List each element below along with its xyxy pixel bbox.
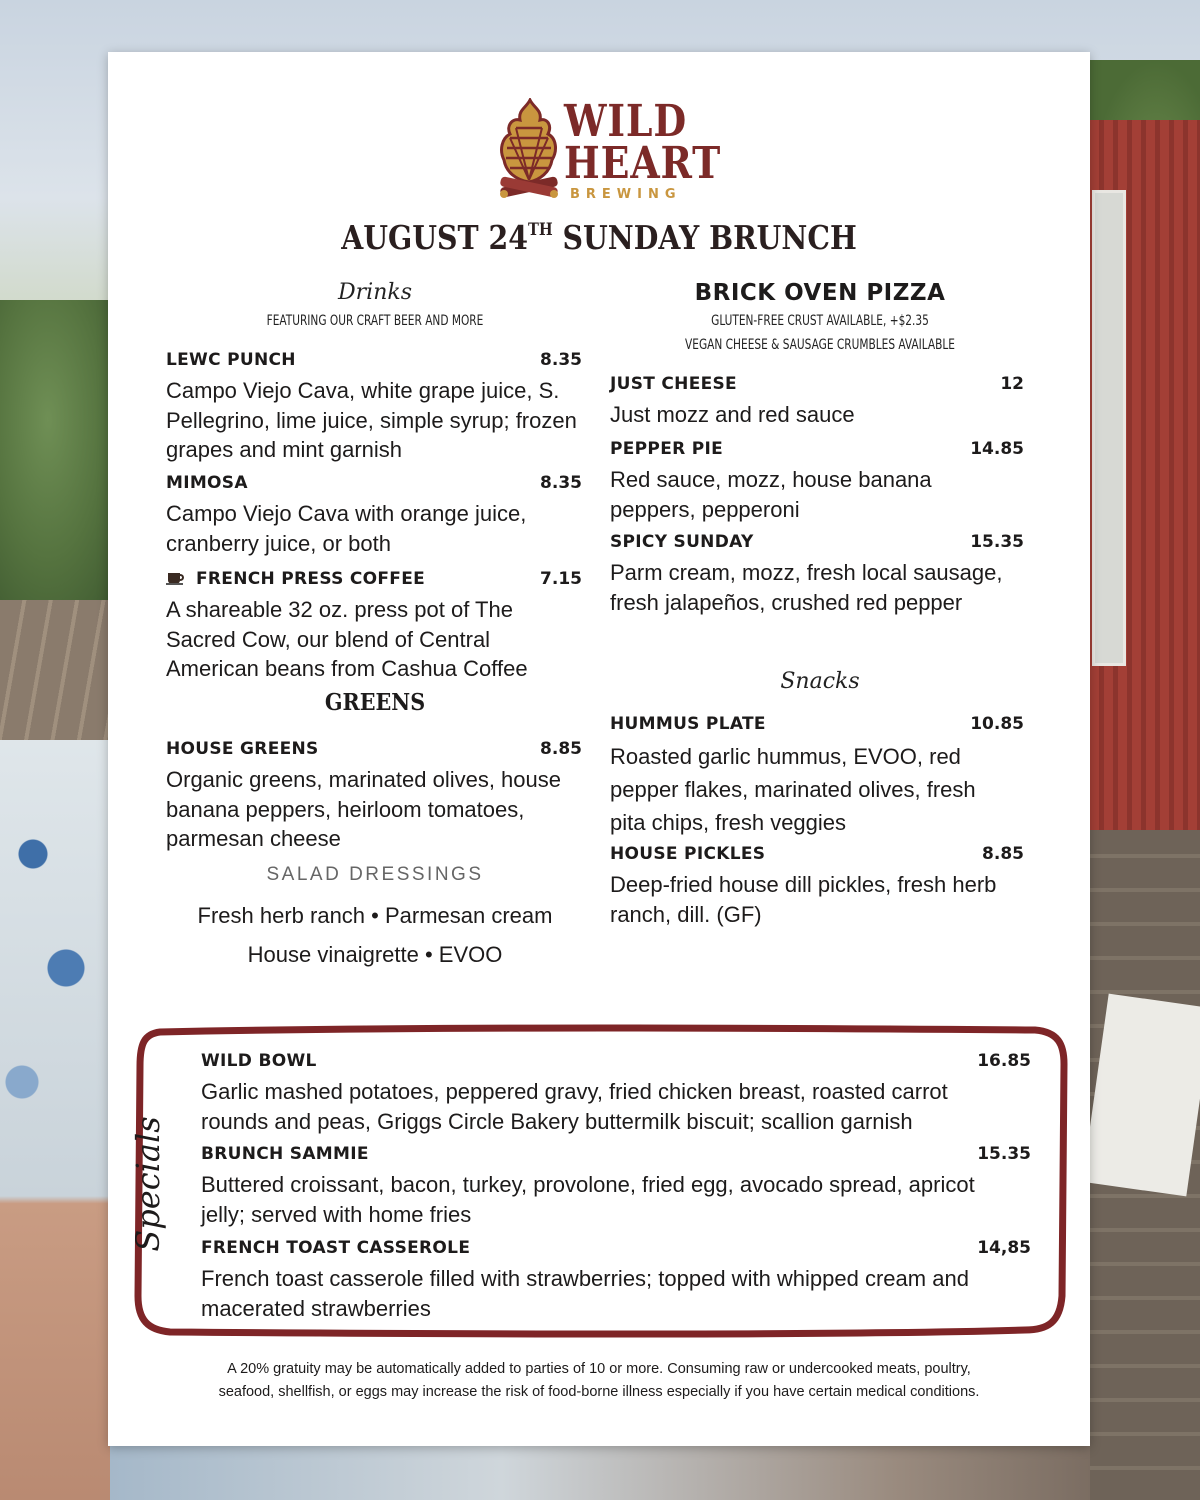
item-price: 8.35 <box>540 350 582 370</box>
item-price: 16.85 <box>977 1051 1031 1071</box>
menu-item <box>610 439 1024 524</box>
snacks-heading: Snacks <box>780 669 860 694</box>
item-description: Organic greens, marinated olives, house banana peppers, heirloom tomatoes, parmesan cheese <box>166 767 561 851</box>
item-description: Deep-fried house dill pickles, fresh herb ranch, dill. (GF) <box>610 872 997 927</box>
trees-left <box>0 300 120 600</box>
bottom-edge-photo <box>110 1445 1090 1500</box>
item-description: Red sauce, mozz, house banana peppers, pepperoni <box>610 467 932 522</box>
campfire-pinecone-icon <box>496 98 562 206</box>
menu-item <box>610 844 1024 929</box>
menu-card <box>108 52 1090 1446</box>
item-name: HUMMUS PLATE <box>610 714 766 734</box>
item-name: BRUNCH SAMMIE <box>201 1144 369 1164</box>
item-name: HOUSE GREENS <box>166 739 319 759</box>
drinks-heading: Drinks <box>338 280 412 305</box>
brand-wordmark-brewing: BREWING <box>570 187 682 202</box>
item-name-with-icon <box>166 569 425 589</box>
item-price: 15.35 <box>970 532 1024 552</box>
brand-logo <box>496 96 722 208</box>
greens-heading: GREENS <box>324 689 426 716</box>
item-description: Campo Viejo Cava, white grape juice, S. Pellegrino, lime juice, simple syrup; frozen grapes and mint garnish <box>166 378 577 462</box>
pizza-heading: BRICK OVEN PIZZA <box>694 280 946 306</box>
title-suffix: SUNDAY BRUNCH <box>552 218 857 257</box>
footer-line: seafood, shellfish, or eggs may increase the risk of food-borne illness especially if you have certain medical conditions. <box>218 1384 980 1400</box>
menu-item <box>166 473 582 558</box>
item-price: 7.15 <box>540 569 582 589</box>
menu-item <box>610 374 1024 430</box>
item-name: LEWC PUNCH <box>166 350 296 370</box>
item-name: SPICY SUNDAY <box>610 532 754 552</box>
salad-dressings-heading: SALAD DRESSINGS <box>266 864 484 885</box>
item-price: 14.85 <box>970 439 1024 459</box>
item-name: JUST CHEESE <box>610 374 737 394</box>
page-title <box>177 218 1022 257</box>
menu-item <box>166 350 582 465</box>
item-price: 8.35 <box>540 473 582 493</box>
footer-disclaimer <box>138 1358 1060 1404</box>
item-name: PEPPER PIE <box>610 439 724 459</box>
item-description: French toast casserole filled with strawberries; topped with whipped cream and macerated strawberries <box>201 1266 969 1321</box>
item-price: 15.35 <box>977 1144 1031 1164</box>
item-description: Parm cream, mozz, fresh local sausage, fresh jalapeños, crushed red pepper <box>610 560 1003 615</box>
item-name: FRENCH PRESS COFFEE <box>196 569 426 589</box>
item-description: Campo Viejo Cava with orange juice, cranberry juice, or both <box>166 501 527 556</box>
item-name: FRENCH TOAST CASSEROLE <box>201 1238 471 1258</box>
item-description: A shareable 32 oz. press pot of The Sacred Cow, our blend of Central American beans from Cashua Coffee <box>166 597 528 681</box>
brand-wordmark-wild: WILD <box>564 96 688 147</box>
salad-dressings-line: Fresh herb ranch • Parmesan cream <box>197 903 553 928</box>
item-name: HOUSE PICKLES <box>610 844 766 864</box>
coffee-cup-icon <box>166 571 186 585</box>
person-floral-shirt <box>0 740 110 1500</box>
salad-dressings-line: House vinaigrette • EVOO <box>247 942 503 967</box>
item-name: MIMOSA <box>166 473 248 493</box>
menu-item <box>610 714 1024 839</box>
menu-item <box>610 532 1024 617</box>
menu-item <box>166 739 582 854</box>
specials-label: Specials <box>129 1116 167 1252</box>
item-price: 8.85 <box>540 739 582 759</box>
item-description: Roasted garlic hummus, EVOO, red pepper flakes, marinated olives, fresh pita chips, fresh veggies <box>610 744 976 835</box>
pizza-note: GLUTEN-FREE CRUST AVAILABLE, +$2.35 <box>711 313 929 329</box>
item-description: Garlic mashed potatoes, peppered gravy, fried chicken breast, roasted carrot rounds and peas, Griggs Circle Bakery buttermilk biscuit; scallion garnish <box>201 1079 948 1134</box>
menu-item <box>201 1051 1031 1136</box>
pizza-note: VEGAN CHEESE & SAUSAGE CRUMBLES AVAILABLE <box>685 337 955 353</box>
brand-wordmark-heart: HEART <box>564 138 722 189</box>
item-price: 10.85 <box>970 714 1024 734</box>
item-description: Buttered croissant, bacon, turkey, provolone, fried egg, avocado spread, apricot jelly; served with home fries <box>201 1172 975 1227</box>
title-prefix: AUGUST 24 <box>341 218 528 257</box>
menu-item <box>166 569 582 684</box>
menu-item <box>201 1238 1031 1323</box>
drinks-note: FEATURING OUR CRAFT BEER AND MORE <box>266 313 484 329</box>
item-price: 12 <box>1000 374 1024 394</box>
footer-line: A 20% gratuity may be automatically added to parties of 10 or more. Consuming raw or undercooked meats, poultry, <box>227 1361 971 1377</box>
item-price: 14,85 <box>977 1238 1031 1258</box>
menu-item <box>201 1144 1031 1229</box>
item-description: Just mozz and red sauce <box>610 402 855 427</box>
title-ordinal: TH <box>527 220 553 240</box>
item-price: 8.85 <box>982 844 1024 864</box>
item-name: WILD BOWL <box>201 1051 317 1071</box>
barn-window <box>1092 190 1126 666</box>
